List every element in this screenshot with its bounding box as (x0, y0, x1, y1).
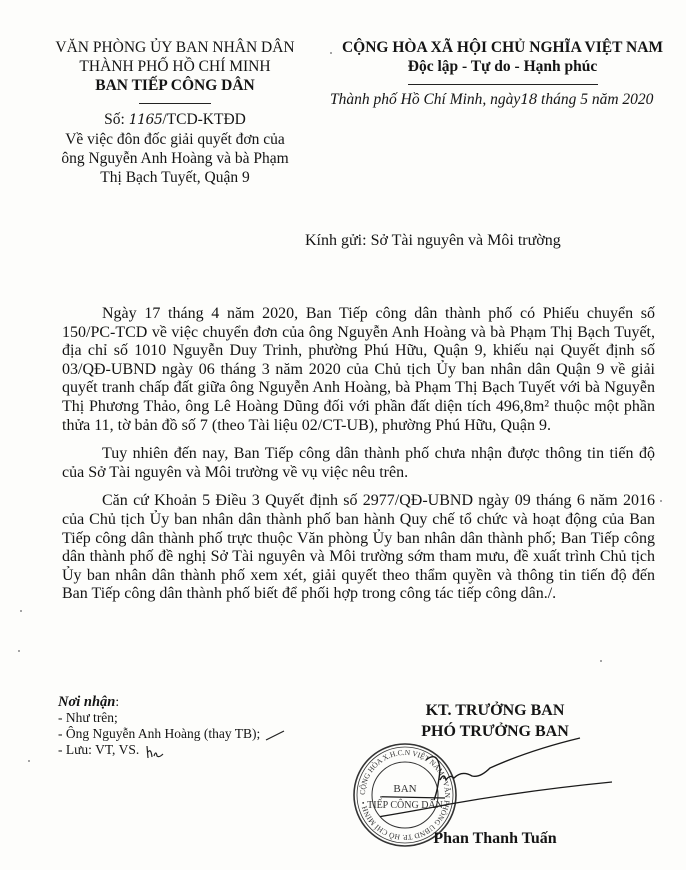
recipients-block (58, 694, 286, 760)
recipients-title-colon: : (115, 694, 120, 709)
national-title: CỘNG HÒA XÃ HỘI CHỦ NGHĨA VIỆT NAM (341, 39, 664, 56)
doc-number-suffix: /TCD-KTĐD (162, 111, 246, 128)
document-subject (30, 130, 320, 187)
subject-line-3: Thị Bạch Tuyết, Quận 9 (100, 169, 250, 186)
body-paragraph-2: Tuy nhiên đến nay, Ban Tiếp công dân thành phố chưa nhận được thông tin tiến độ của Sở Tài nguyên và Môi trường về vụ việc nêu trên. (62, 445, 655, 481)
signature-title-1: KT. TRƯỞNG BAN (425, 702, 565, 719)
recipients-title-text: Nơi nhận (58, 694, 116, 710)
scan-speck (28, 760, 30, 762)
date-day-handwritten: 18 (520, 92, 538, 108)
signature-title-2: PHÓ TRƯỞNG BAN (421, 723, 569, 740)
doc-number-prefix: Số: (104, 111, 129, 128)
recipient-item (58, 742, 286, 760)
issuing-agency-header (30, 38, 320, 187)
handwritten-signature-icon (380, 720, 640, 830)
seal-center-line-2: TIẾP CÔNG DÂN (367, 800, 443, 811)
recipient-item (58, 726, 286, 742)
body-paragraph-3: Căn cứ Khoản 5 Điều 3 Quyết định số 2977/QĐ-UBND ngày 09 tháng 6 năm 2016 của Chủ tịch Ủy ban nhân dân thành phố ban hành Quy chế tổ chức và hoạt động của Ban Tiếp công dân thành phố trực thuộc Văn phòng Ủy ban nhân dân thành phố; Ban Tiếp công dân thành phố đề nghị Sở Tài nguyên và Môi trường sớm tham mưu, đề xuất trình Chủ tịch Ủy ban nhân dân thành phố xem xét, giải quyết theo thẩm quyền và thông tin tiến độ đến Ban Tiếp công dân thành phố biết để phối hợp trong công tác tiếp công dân./. (62, 492, 655, 603)
recipient-item-text: - Lưu: VT, VS. (58, 742, 140, 758)
subject-line-1: Về việc đôn đốc giải quyết đơn của (65, 131, 285, 148)
scan-speck (18, 650, 20, 652)
recipients-title (58, 694, 286, 710)
agency-divider (139, 103, 211, 104)
doc-number-handwritten: 1165 (128, 112, 163, 128)
national-divider (408, 84, 598, 85)
scan-speck (330, 52, 332, 54)
body-paragraph-1: Ngày 17 tháng 4 năm 2020, Ban Tiếp công dân thành phố có Phiếu chuyển số 150/PC-TCD về việc chuyển đơn của ông Nguyễn Anh Hoàng và bà Phạm Thị Bạch Tuyết, địa chỉ số 1010 Nguyễn Duy Trinh, phường Phú Hữu, Quận 9, khiếu nại Quyết định số 03/QĐ-UBND ngày 06 tháng 3 năm 2020 của Chủ tịch Ủy ban nhân dân Quận 9 về giải quyết tranh chấp đất giữa ông Nguyễn Anh Hoàng, bà Phạm Thị Bạch Tuyết với bà Nguyễn Thị Phương Thảo, ông Lê Hoàng Dũng đối với phần đất diện tích 496,8m² thuộc một phần thửa 11, tờ bản đồ số 7 (theo Tài liệu 02/CT-UB), phường Phú Hữu, Quận 9. (62, 305, 655, 434)
agency-line-3: BAN TIẾP CÔNG DÂN (95, 77, 255, 94)
document-date (330, 91, 686, 109)
document-number (30, 110, 320, 130)
initials-signature-icon (143, 742, 169, 760)
check-mark-icon (264, 729, 286, 741)
national-motto: Độc lập - Tự do - Hạnh phúc (407, 58, 598, 75)
signer-name: Phan Thanh Tuấn (433, 830, 557, 847)
recipient-item: - Như trên; (58, 710, 118, 725)
date-suffix: tháng 5 năm 2020 (537, 91, 654, 108)
subject-line-2: ông Nguyễn Anh Hoàng và bà Phạm (61, 150, 289, 167)
date-prefix: Thành phố Hồ Chí Minh, ngày (330, 91, 521, 108)
agency-line-1: VĂN PHÒNG ỦY BAN NHÂN DÂN (55, 39, 295, 56)
seal-ring-text: CỘNG HÒA X.H.C.N VIỆT NAM • VĂN PHÒNG UBND TP. HỒ CHÍ MINH • (357, 747, 453, 843)
letter-body (62, 305, 655, 614)
seal-center-line-1: BAN (393, 783, 417, 795)
scan-speck (660, 500, 662, 502)
national-header (325, 38, 680, 91)
recipient-item-text: - Ông Nguyễn Anh Hoàng (thay TB); (58, 726, 261, 741)
scan-speck (20, 610, 22, 612)
agency-line-2: THÀNH PHỐ HỒ CHÍ MINH (79, 58, 271, 75)
scan-speck (600, 660, 602, 662)
greeting: Kính gửi: Sở Tài nguyên và Môi trường (305, 232, 561, 249)
